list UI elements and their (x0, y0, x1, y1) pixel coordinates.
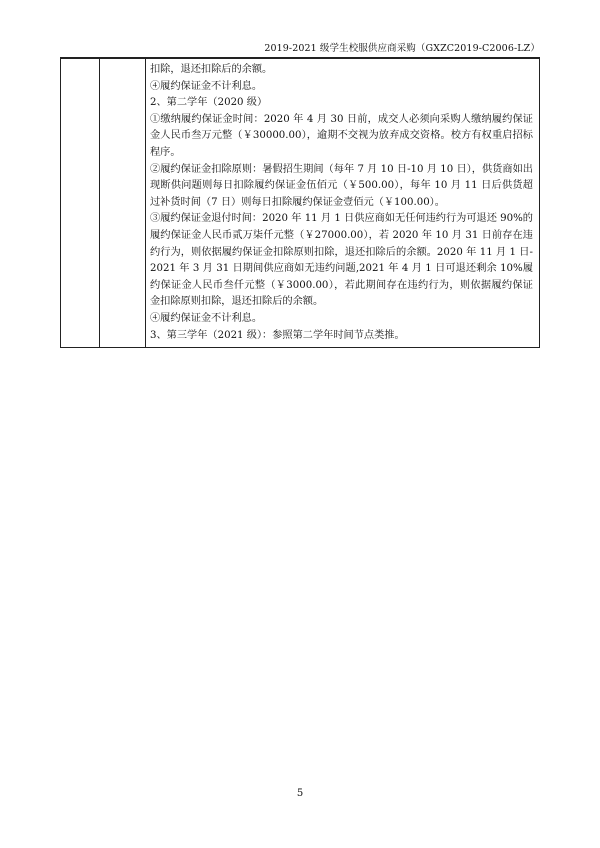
page-number: 5 (296, 788, 304, 799)
text-line: 2、第二学年（2020 级） (150, 97, 268, 109)
table-row (61, 59, 540, 348)
table-cell-content (146, 59, 540, 348)
text-paragraph: ③履约保证金退付时间：2020 年 11 月 1 日供应商如无任何违约行为可退还 90%的履约保证金人民币贰万柒仟元整（￥27000.00），若 2020 年 10 月 31 日前存在违约行为，则依据履约保证金扣除原则扣除，退还扣除后的余额。2020 年 11 月 1 日-2021 年 3 月 31 日期间供应商如无违约问题,2021 年 4 月 1 日可退还剩余 10%履约保证金人民币叁仟元整（￥3000.00），若此期间存在违约行为，则依据履约保证金扣除原则扣除，退还扣除后的余额。 (150, 213, 533, 308)
text-line: ④履约保证金不计利息。 (150, 312, 263, 324)
page-header: 2019-2021 级学生校服供应商采购（GXZC2019-C2006-LZ） (60, 40, 540, 58)
text-line: 3、第三学年（2021 级）：参照第二学年时间节点类推。 (150, 329, 405, 341)
text-paragraph: ②履约保证金扣除原则：暑假招生期间（每年 7 月 10 日-10 月 10 日），供货商如出现断供问题则每日扣除履约保证金伍佰元（￥500.00），每年 10 月 11 日后供货超过补货时间（7 日）则每日扣除履约保证金壹佰元（￥100.00）。 (150, 163, 533, 208)
content-table (60, 58, 540, 348)
text-line: 扣除，退还扣除后的余额。 (150, 64, 273, 75)
text-line: ④履约保证金不计利息。 (150, 80, 263, 92)
table-cell-index (61, 59, 100, 348)
text-paragraph: ①缴纳履约保证金时间：2020 年 4 月 30 日前，成交人必须向采购人缴纳履约保证金人民币叁万元整（￥30000.00），逾期不交视为放弃成交资格。校方有权重启招标程序。 (150, 113, 533, 158)
table-cell-item (100, 59, 146, 348)
